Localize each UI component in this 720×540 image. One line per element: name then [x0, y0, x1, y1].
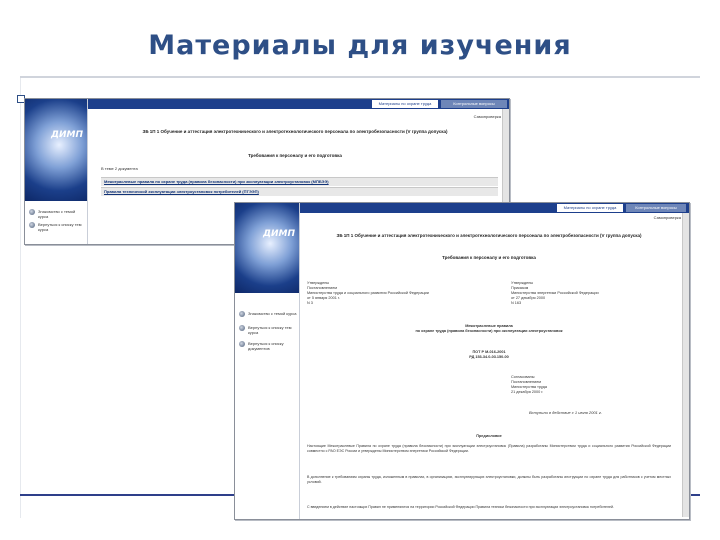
scrollbar[interactable] [682, 213, 689, 517]
sidebar-item-label: Знакомство с темой курса [38, 209, 76, 219]
approval-block-right: Утверждены Приказом Министерства энергетики Российской Федерации от 27 декабря 2000 N 163 [511, 281, 599, 305]
bullet-icon [239, 325, 245, 331]
preface-heading: Предисловие [476, 434, 502, 438]
document-link-mpbee[interactable]: Межотраслевые правила по охране труда (правила безопасности) при эксплуатации электроустановок (МПБЭЭ) [101, 177, 498, 186]
screenshot-window-front [234, 202, 690, 520]
preface-paragraph: В дополнение к требованиям охраны труда, изложенным в правилах, в организациях, эксплуатирующих электроустановки, должны быть разработаны инструкции по охране труда для работников с учетом местных условий. [307, 475, 671, 484]
logo-globe [25, 99, 87, 201]
bullet-icon [29, 209, 35, 215]
top-nav-bar [300, 203, 689, 213]
logo-text: ДИМП [262, 229, 295, 239]
tab-materials[interactable]: Материалы по охране труда [372, 100, 438, 108]
tab-questions[interactable]: Контрольные вопросы [626, 204, 686, 212]
logo-globe [235, 203, 299, 293]
sidebar-item-intro[interactable] [29, 209, 85, 219]
document-title: ЗБ 1П 1 Обучение и аттестация электротехнического и электротехнологического персонала по электробезопасности (V группа допуска) [336, 233, 642, 238]
sidebar-item-back-to-documents[interactable] [239, 341, 297, 351]
self-check-link[interactable]: Самопроверка [473, 114, 501, 119]
self-check-link[interactable]: Самопроверка [653, 215, 681, 220]
preface-paragraph: С введением в действие настоящих Правил не применяются на территории Российской Федерации Правила техники безопасности при эксплуатации электроустановок потребителей. [307, 505, 615, 509]
document-note: В теме 2 документа [101, 166, 138, 171]
sidebar-item-back-to-topics[interactable] [29, 222, 85, 232]
approval-block-left: Утверждены Постановлением Министерства труда и социального развития Российской Федерации от 5 января 2001 г. N 3 [307, 281, 429, 305]
effective-date: Вступили в действие с 1 июля 2001 г. [529, 410, 602, 415]
sidebar [235, 203, 300, 519]
top-nav-bar [88, 99, 509, 109]
document-code: ПОТ Р М-016-2001 РД 153-34.0-03.150-00 [469, 350, 509, 359]
agreement-block: Согласованы Постановлением Министерства труда 21 декабря 2000 г. [511, 375, 548, 394]
top-rule [20, 76, 700, 78]
sidebar-item-label: Знакомство с темой курса [248, 311, 297, 316]
sidebar-item-back-to-topics[interactable] [239, 325, 297, 335]
bullet-icon [239, 311, 245, 317]
rules-heading: Межотраслевые правила по охране труда (правила безопасности) при эксплуатации электроустановок [415, 324, 563, 333]
left-rule [20, 78, 21, 518]
slide-title: Материалы для изучения [148, 30, 572, 61]
bullet-icon [239, 341, 245, 347]
sidebar-item-intro[interactable] [239, 311, 297, 317]
document-subtitle: Требования к персоналу и его подготовка [442, 255, 536, 260]
bullet-icon [29, 222, 35, 228]
tab-questions[interactable]: Контрольные вопросы [441, 100, 507, 108]
sidebar [25, 99, 88, 244]
document-title: ЗБ 1П 1 Обучение и аттестация электротехнического и электротехнологического персонала по электробезопасности (V группа допуска) [142, 129, 448, 134]
document-link-pteep[interactable]: Правила технической эксплуатации электроустановок потребителей (ПТЭЭП) [101, 187, 498, 196]
logo-text: ДИМП [50, 130, 83, 140]
tab-materials[interactable]: Материалы по охране труда [557, 204, 623, 212]
document-subtitle: Требования к персоналу и его подготовка [248, 153, 342, 158]
preface-paragraph: Настоящие Межотраслевые Правила по охране труда (правила безопасности) при эксплуатации электроустановок (Правила) разработаны Министерством труда и социального развития Российской Федерации совместно с РАО ЕЭС России и утверждены Министерством энергетики Российской Федерации. [307, 444, 671, 453]
sidebar-item-label: Вернуться к списку тем курса [248, 325, 292, 335]
sidebar-item-label: Вернуться к списку документов [248, 341, 284, 351]
sidebar-item-label: Вернуться к списку тем курса [38, 222, 82, 232]
